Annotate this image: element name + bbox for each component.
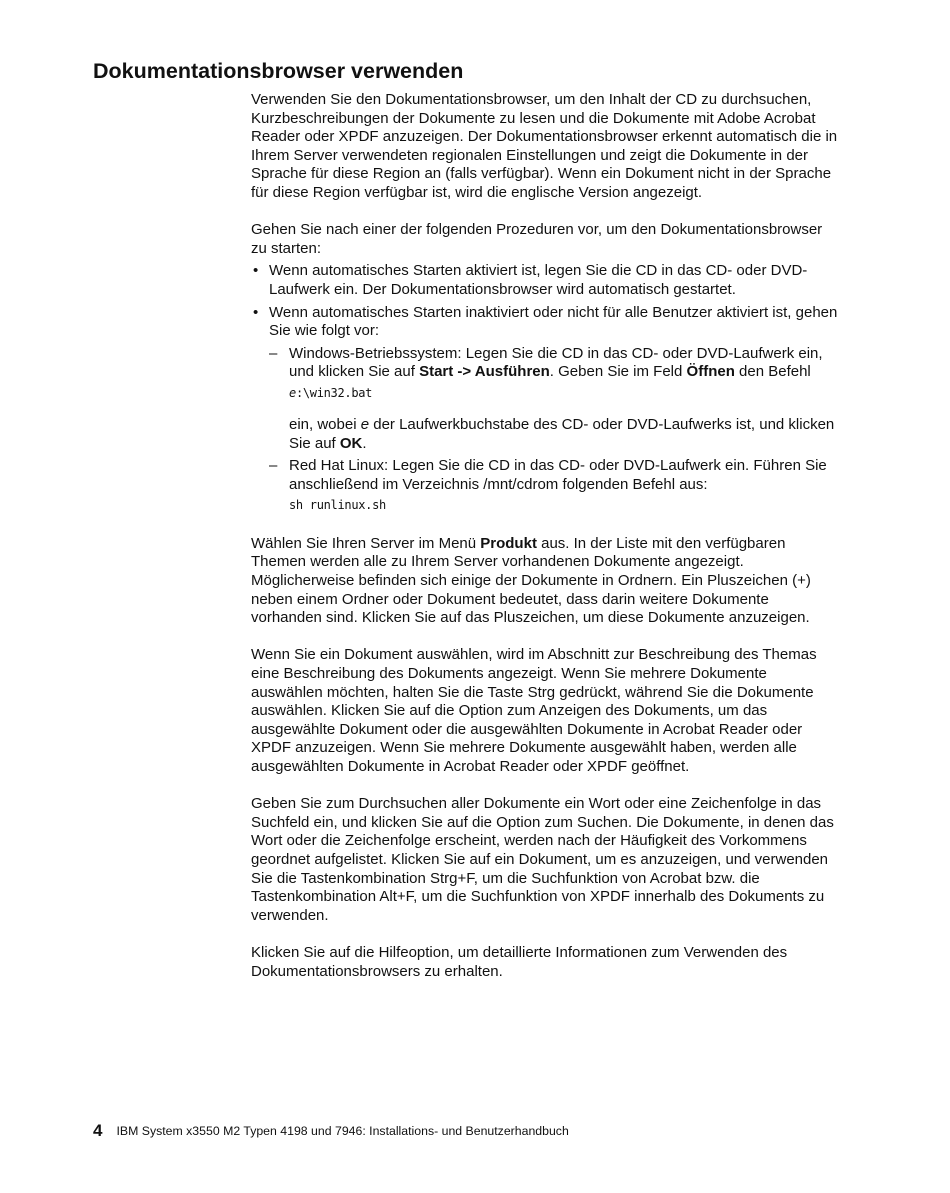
bullet-text: Wenn automatisches Starten aktiviert ist, legen Sie die CD in das CD- oder DVD-Laufwerk ein. Der Dokumentationsbrowser wird automatisch gestartet. bbox=[269, 262, 808, 298]
dash-item-windows bbox=[269, 345, 841, 453]
page-number: 4 bbox=[93, 1121, 103, 1140]
intro-paragraph: Verwenden Sie den Dokumentationsbrowser, um den Inhalt der CD zu durchsuchen, Kurzbeschreibungen der Dokumente zu lesen und die Dokumente mit Adobe Acrobat Reader oder XPDF anzuzeigen. Der Dokumentationsbrowser erkennt automatisch die in Ihrem Server verwendeten regionalen Einstellungen und zeigt die Dokumente in der Sprache für diese Region an (falls verfügbar). Wenn ein Dokument nicht in der Sprache für diese Region verfügbar ist, wird die englische Version angezeigt. bbox=[251, 91, 838, 201]
linux-command: sh runlinux.sh bbox=[289, 498, 386, 513]
windows-command: e:\win32.bat bbox=[289, 385, 373, 400]
bullet-mark: • bbox=[253, 303, 259, 321]
bullet-item-manual-start bbox=[251, 304, 841, 341]
page-title: Dokumentationsbrowser verwenden bbox=[93, 59, 464, 83]
linux-instructions: Red Hat Linux: Legen Sie die CD in das CD- oder DVD-Laufwerk ein. Führen Sie anschließend im Verzeichnis /mnt/cdrom folgenden Befehl aus: bbox=[289, 457, 827, 493]
page-footer bbox=[93, 1121, 569, 1141]
search-paragraph: Geben Sie zum Durchsuchen aller Dokumente ein Wort oder eine Zeichenfolge in das Suchfeld ein, und klicken Sie auf die Option zum Suchen. Die Dokumente, in denen das Wort oder die Zeichenfolge erscheint, werden nach der Häufigkeit des Vorkommens geordnet aufgelistet. Klicken Sie auf ein Dokument, um es anzuzeigen, und verwenden Sie die Tastenkombination Strg+F, um die Suchfunktion von Acrobat bzw. die Tastenkombination Alt+F, um die Suchfunktion von XPDF innerhalb des Dokuments zu verwenden. bbox=[251, 795, 834, 924]
book-title: IBM System x3550 M2 Typen 4198 und 7946: Installations- und Benutzerhandbuch bbox=[116, 1124, 569, 1138]
bullet-mark: • bbox=[253, 262, 259, 280]
field-name-open: Öffnen bbox=[686, 363, 735, 381]
windows-instructions: Windows-Betriebssystem: Legen Sie die CD in das CD- oder DVD-Laufwerk ein, und klicken Sie auf Start -> Ausführen. Geben Sie im Feld Öffnen den Befehl bbox=[289, 344, 823, 381]
dash-item-linux bbox=[269, 457, 841, 514]
dash-mark: – bbox=[269, 344, 278, 362]
menu-name-product: Produkt bbox=[480, 534, 537, 552]
main-content bbox=[251, 91, 841, 981]
product-paragraph: Wählen Sie Ihren Server im Menü Produkt aus. In der Liste mit den verfügbaren Themen werden alle zu Ihrem Server vorhandenen Dokumente angezeigt. Möglicherweise befinden sich einige der Dokumente in Ordnern. Ein Pluszeichen (+) neben einem Ordner oder Dokument bedeutet, dass darin weitere Dokumente vorhanden sind. Klicken Sie auf das Pluszeichen, um diese Dokumente anzuzeigen. bbox=[251, 534, 811, 627]
button-name-ok: OK bbox=[339, 434, 363, 452]
dash-mark: – bbox=[269, 457, 278, 475]
bullet-text: Wenn automatisches Starten inaktiviert oder nicht für alle Benutzer aktiviert ist, gehen Sie wie folgt vor: bbox=[269, 303, 838, 340]
start-intro-paragraph: Gehen Sie nach einer der folgenden Prozeduren vor, um den Dokumentationsbrowser zu starten: bbox=[251, 221, 823, 257]
menu-path-start-run: Start -> Ausführen bbox=[419, 363, 550, 381]
windows-explanation: ein, wobei e der Laufwerkbuchstabe des CD- oder DVD-Laufwerks ist, und klicken Sie auf OK. bbox=[289, 415, 835, 452]
help-paragraph: Klicken Sie auf die Hilfeoption, um detaillierte Informationen zum Verwenden des Dokumentationsbrowsers zu erhalten. bbox=[251, 943, 788, 980]
bullet-item-autostart bbox=[251, 262, 841, 299]
select-paragraph: Wenn Sie ein Dokument auswählen, wird im Abschnitt zur Beschreibung des Themas eine Beschreibung des Dokuments angezeigt. Wenn Sie mehrere Dokumente auswählen möchten, halten Sie die Taste Strg gedrückt, während Sie die Dokumente auswählen. Klicken Sie auf die Option zum Anzeigen des Dokuments, um das ausgewählte Dokument oder die ausgewählten Dokumente in Acrobat Reader oder XPDF anzuzeigen. Wenn Sie mehrere Dokumente ausgewählt haben, werden alle ausgewählten Dokumente in Acrobat Reader oder XPDF geöffnet. bbox=[251, 646, 817, 775]
